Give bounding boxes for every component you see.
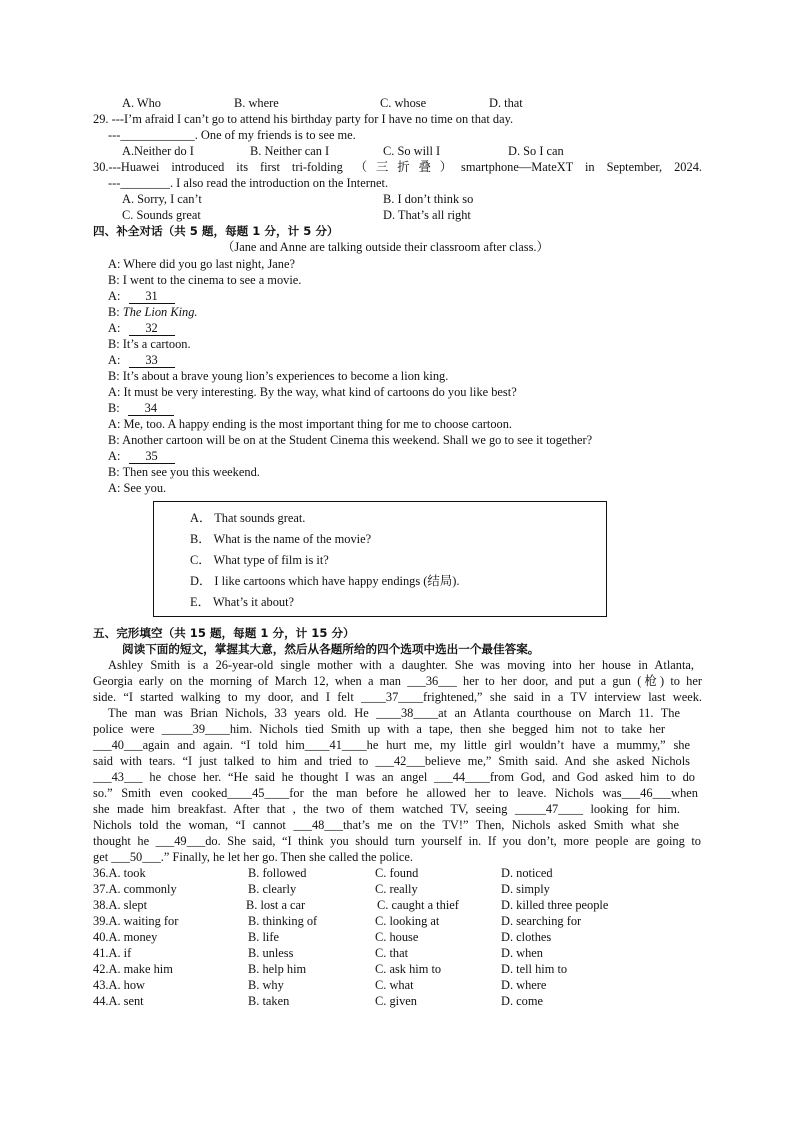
- dialogue-line-11: A: Me, too. A happy ending is the most important thing for me to choose cartoon.: [108, 417, 513, 431]
- option-c: C. really: [375, 882, 418, 896]
- blank-35: 35: [129, 450, 175, 464]
- option-b: B. help him: [248, 962, 307, 976]
- passage-line-7: said with tears. “I just talked to him and tried to ___42___believe me,” Smith said. And she asked Nichols: [93, 754, 690, 768]
- option-c: C. house: [375, 930, 419, 944]
- option-a: A. slept: [108, 898, 148, 912]
- q30-reply: [108, 175, 388, 191]
- q29-option-c: C. So will I: [383, 144, 441, 158]
- question-number: 44.: [93, 994, 109, 1008]
- question-number: 37.: [93, 882, 109, 896]
- q30-stem: 30.---Huawei introduced its first tri-folding （三折叠）smartphone—MateXT in September, 2024.: [93, 160, 702, 174]
- speaker-label: A:: [108, 353, 121, 367]
- dialogue-line-10: [108, 400, 174, 416]
- passage-line-4: The man was Brian Nichols, 33 years old. He ____38____at an Atlanta courthouse on March 11. The: [108, 706, 680, 720]
- section4-intro: （Jane and Anne are talking outside their classroom after class.）: [222, 240, 549, 254]
- speaker-label: A:: [108, 321, 121, 335]
- q29-reply: [108, 127, 356, 143]
- option-b: B. followed: [248, 866, 307, 880]
- option-a: A. sent: [108, 994, 144, 1008]
- question-number: 43.: [93, 978, 109, 992]
- q30-reply-prefix: ---: [108, 176, 121, 190]
- passage-line-1: Ashley Smith is a 26-year-old single mother with a daughter. She was moving into her house in Atlanta,: [108, 658, 694, 672]
- option-d: D. come: [501, 994, 543, 1008]
- option-d: D. killed three people: [501, 898, 609, 912]
- dialogue-line-5: [108, 320, 175, 336]
- dialogue-line-2: B: I went to the cinema to see a movie.: [108, 273, 302, 287]
- speaker-label: B:: [108, 305, 120, 319]
- passage-line-10: she made him breakfast. After that , the two of them watched TV, seeing _____47____ looking for him.: [93, 802, 680, 816]
- dialogue-line-6: B: It’s a cartoon.: [108, 337, 191, 351]
- option-a: A. make him: [108, 962, 173, 976]
- dialogue-line-1: A: Where did you go last night, Jane?: [108, 257, 295, 271]
- q30-reply-blank: ________: [120, 176, 170, 190]
- passage-line-3: side. “I started walking to my door, and I felt ____37____frightened,” she said in a TV interview last week.: [93, 690, 702, 704]
- option-b: B. lost a car: [246, 898, 306, 912]
- dialogue-line-4: [108, 304, 198, 320]
- q29-stem: 29. ---I’m afraid I can’t go to attend his birthday party for I have no time on that day.: [93, 112, 514, 126]
- speaker-label: B:: [108, 401, 120, 415]
- option-d: D. simply: [501, 882, 550, 896]
- option-c: C. caught a thief: [377, 898, 459, 912]
- blank-32: 32: [129, 322, 175, 336]
- speaker-label: A:: [108, 289, 121, 303]
- dialogue-line-13: [108, 448, 175, 464]
- option-a: A. if: [108, 946, 132, 960]
- passage-line-2: Georgia early on the morning of March 12, when a man ___36___ her to her door, and put a gun (枪) to her: [93, 674, 702, 688]
- dialogue-line-8: B: It’s about a brave young lion’s experiences to become a lion king.: [108, 369, 449, 383]
- dialogue-line-9: A: It must be very interesting. By the way, what kind of cartoons do you like best?: [108, 385, 517, 399]
- question-number: 41.: [93, 946, 109, 960]
- q30-option-a: A. Sorry, I can’t: [122, 192, 202, 206]
- dialogue-line-14: B: Then see you this weekend.: [108, 465, 260, 479]
- option-b: B. unless: [248, 946, 294, 960]
- q29-option-a: A.Neither do I: [122, 144, 194, 158]
- option-d: D. clothes: [501, 930, 552, 944]
- option-c: C. what: [375, 978, 414, 992]
- blank-34: 34: [128, 402, 174, 416]
- q29-reply-prefix: ---: [108, 128, 121, 142]
- blank-31: 31: [129, 290, 175, 304]
- dialogue-line-15: A: See you.: [108, 481, 167, 495]
- passage-line-12: thought he ___49___do. She said, “I think you should turn yourself in. If you don’t, more people are going to: [93, 834, 701, 848]
- q30-option-b: B. I don’t think so: [383, 192, 474, 206]
- option-a: A. money: [108, 930, 158, 944]
- option-c: C. looking at: [375, 914, 440, 928]
- option-b: B. taken: [248, 994, 290, 1008]
- option-d: D. where: [501, 978, 547, 992]
- section5-heading: 五、完形填空（共 15 题，每题 1 分，计 15 分）: [93, 626, 355, 640]
- option-b: B. thinking of: [248, 914, 318, 928]
- option-d: D. when: [501, 946, 543, 960]
- q29-reply-rest: . One of my friends is to see me.: [194, 128, 356, 142]
- box-option-d: D． I like cartoons which have happy endings (结局).: [190, 574, 460, 588]
- q29-option-b: B. Neither can I: [250, 144, 330, 158]
- option-a: A. how: [108, 978, 145, 992]
- option-a: A. waiting for: [108, 914, 179, 928]
- option-c: C. given: [375, 994, 417, 1008]
- option-a: A. took: [108, 866, 146, 880]
- movie-title: The Lion King.: [122, 305, 198, 319]
- box-option-c: C． What type of film is it?: [190, 553, 329, 567]
- box-option-e: E． What’s it about?: [190, 595, 295, 609]
- question-number: 40.: [93, 930, 109, 944]
- q30-option-d: D. That’s all right: [383, 208, 471, 222]
- question-number: 39.: [93, 914, 109, 928]
- q28-option-d: D. that: [489, 96, 523, 110]
- box-option-b: B． What is the name of the movie?: [190, 532, 372, 546]
- option-c: C. found: [375, 866, 419, 880]
- q30-reply-rest: . I also read the introduction on the Internet.: [169, 176, 389, 190]
- option-c: C. that: [375, 946, 409, 960]
- q28-option-c: C. whose: [380, 96, 427, 110]
- question-number: 36.: [93, 866, 109, 880]
- q29-reply-blank: ____________: [120, 128, 195, 142]
- option-a: A. commonly: [108, 882, 177, 896]
- dialogue-options-box: [153, 501, 607, 617]
- option-b: B. life: [248, 930, 279, 944]
- option-b: B. why: [248, 978, 284, 992]
- q28-option-a: A. Who: [122, 96, 162, 110]
- passage-line-5: police were _____39____him. Nichols tied Smith up with a tape, then she begged him not to take her: [93, 722, 665, 736]
- option-d: D. noticed: [501, 866, 553, 880]
- q29-option-d: D. So I can: [508, 144, 564, 158]
- section5-instruction: 阅读下面的短文，掌握其大意，然后从各题所给的四个选项中选出一个最佳答案。: [122, 642, 540, 656]
- passage-line-6: ___40___again and again. “I told him____41____he hurt me, my little girl wouldn’t have a mummy,” she: [93, 738, 690, 752]
- option-c: C. ask him to: [375, 962, 442, 976]
- passage-line-8: ___43___ he chose her. “He said he thought I was an angel ___44____from God, and God asked him to do: [93, 770, 695, 784]
- box-option-a: A． That sounds great.: [190, 511, 306, 525]
- speaker-label: A:: [108, 449, 121, 463]
- dialogue-line-12: B: Another cartoon will be on at the Student Cinema this weekend. Shall we go to see it together?: [108, 433, 593, 447]
- passage-line-13: get ___50___.” Finally, he let her go. Then she called the police.: [93, 850, 414, 864]
- dialogue-line-7: [108, 352, 175, 368]
- option-d: D. searching for: [501, 914, 582, 928]
- q30-option-c: C. Sounds great: [122, 208, 201, 222]
- option-d: D. tell him to: [501, 962, 568, 976]
- passage-line-11: Nichols told the woman, “I cannot ___48___that’s me on the TV!” Then, Nichols asked Smith what she: [93, 818, 679, 832]
- q28-option-b: B. where: [234, 96, 279, 110]
- option-b: B. clearly: [248, 882, 297, 896]
- section4-heading: 四、补全对话（共 5 题，每题 1 分，计 5 分）: [93, 224, 339, 238]
- blank-33: 33: [129, 354, 175, 368]
- passage-line-9: so.” Smith even cooked____45____for the man before he allowed her to leave. Nichols was___46___when: [93, 786, 698, 800]
- question-number: 38.: [93, 898, 109, 912]
- dialogue-line-3: [108, 288, 175, 304]
- question-number: 42.: [93, 962, 109, 976]
